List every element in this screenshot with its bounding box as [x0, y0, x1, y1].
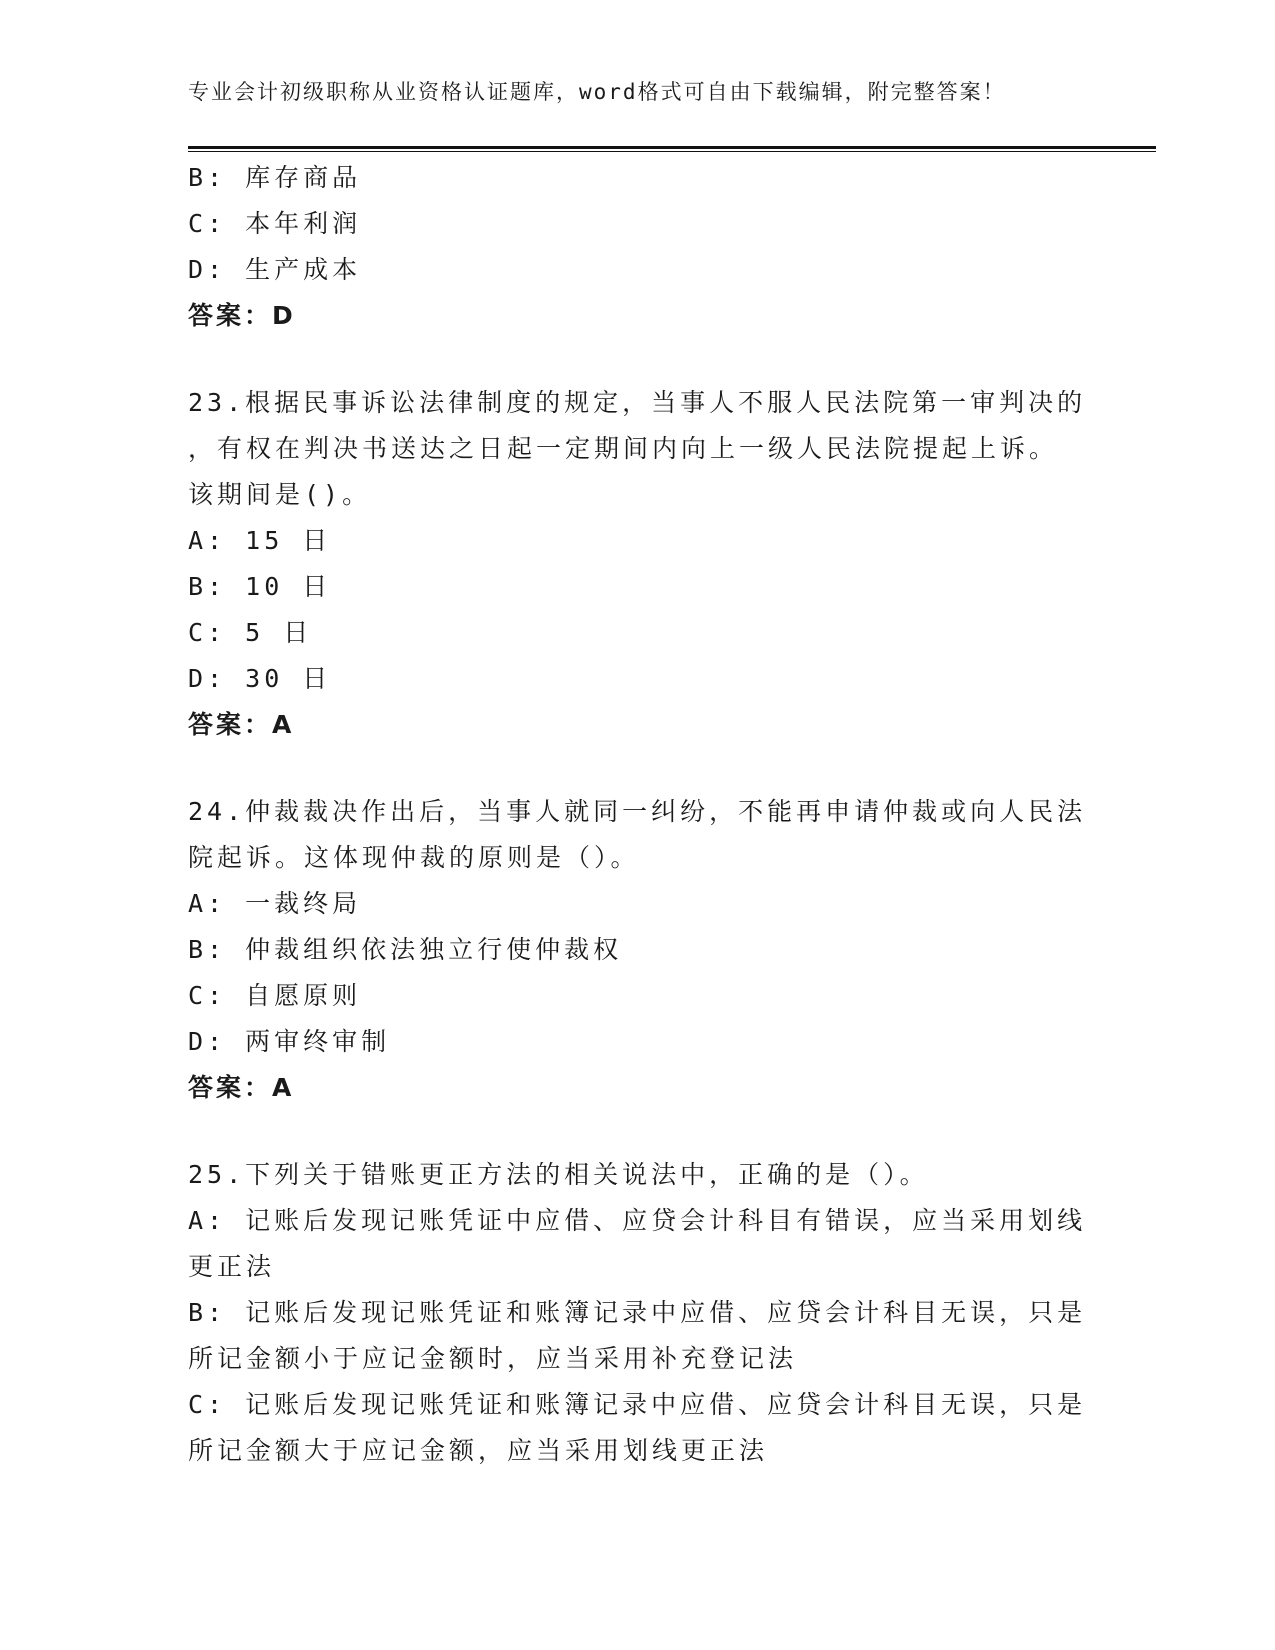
question-stem: ，有权在判决书送达之日起一定期间内向上一级人民法院提起上诉。	[188, 434, 1059, 463]
option-b: B: 仲裁组织依法独立行使仲裁权	[188, 935, 623, 964]
question-stem: 院起诉。这体现仲裁的原则是（）。	[188, 843, 640, 872]
answer-line: 答案：D	[188, 301, 296, 330]
question-stem: 25.下列关于错账更正方法的相关说法中，正确的是（）。	[188, 1160, 929, 1189]
header-divider	[188, 146, 1156, 149]
question-content	[188, 155, 1088, 1474]
question-22	[188, 155, 1088, 339]
option-c: C: 自愿原则	[188, 981, 362, 1010]
header-divider-thin	[188, 151, 1156, 152]
option-a-continued: 更正法	[188, 1252, 276, 1281]
option-d: D: 两审终审制	[188, 1027, 391, 1056]
question-25	[188, 1152, 1088, 1474]
question-stem: 23.根据民事诉讼法律制度的规定，当事人不服人民法院第一审判决的	[188, 388, 1087, 417]
option-b: B: 库存商品	[188, 163, 362, 192]
option-c: C: 本年利润	[188, 209, 362, 238]
option-d: D: 生产成本	[188, 255, 362, 284]
answer-line: 答案：A	[188, 710, 295, 739]
option-a: A: 记账后发现记账凭证中应借、应贷会计科目有错误，应当采用划线	[188, 1206, 1087, 1235]
option-a: A: 15 日	[188, 526, 332, 555]
question-24	[188, 789, 1088, 1111]
question-stem: 24.仲裁裁决作出后，当事人就同一纠纷，不能再申请仲裁或向人民法	[188, 797, 1087, 826]
page-header: 专业会计初级职称从业资格认证题库，word格式可自由下载编辑，附完整答案！	[188, 80, 1006, 104]
option-c: C: 5 日	[188, 618, 313, 647]
option-a: A: 一裁终局	[188, 889, 362, 918]
question-stem: 该期间是()。	[188, 480, 372, 509]
option-c: C: 记账后发现记账凭证和账簿记录中应借、应贷会计科目无误，只是	[188, 1390, 1087, 1419]
question-23	[188, 380, 1088, 748]
option-d: D: 30 日	[188, 664, 332, 693]
option-b: B: 10 日	[188, 572, 332, 601]
answer-line: 答案：A	[188, 1073, 295, 1102]
option-b: B: 记账后发现记账凭证和账簿记录中应借、应贷会计科目无误，只是	[188, 1298, 1087, 1327]
option-b-continued: 所记金额小于应记金额时，应当采用补充登记法	[188, 1344, 798, 1373]
option-c-continued: 所记金额大于应记金额，应当采用划线更正法	[188, 1436, 769, 1465]
